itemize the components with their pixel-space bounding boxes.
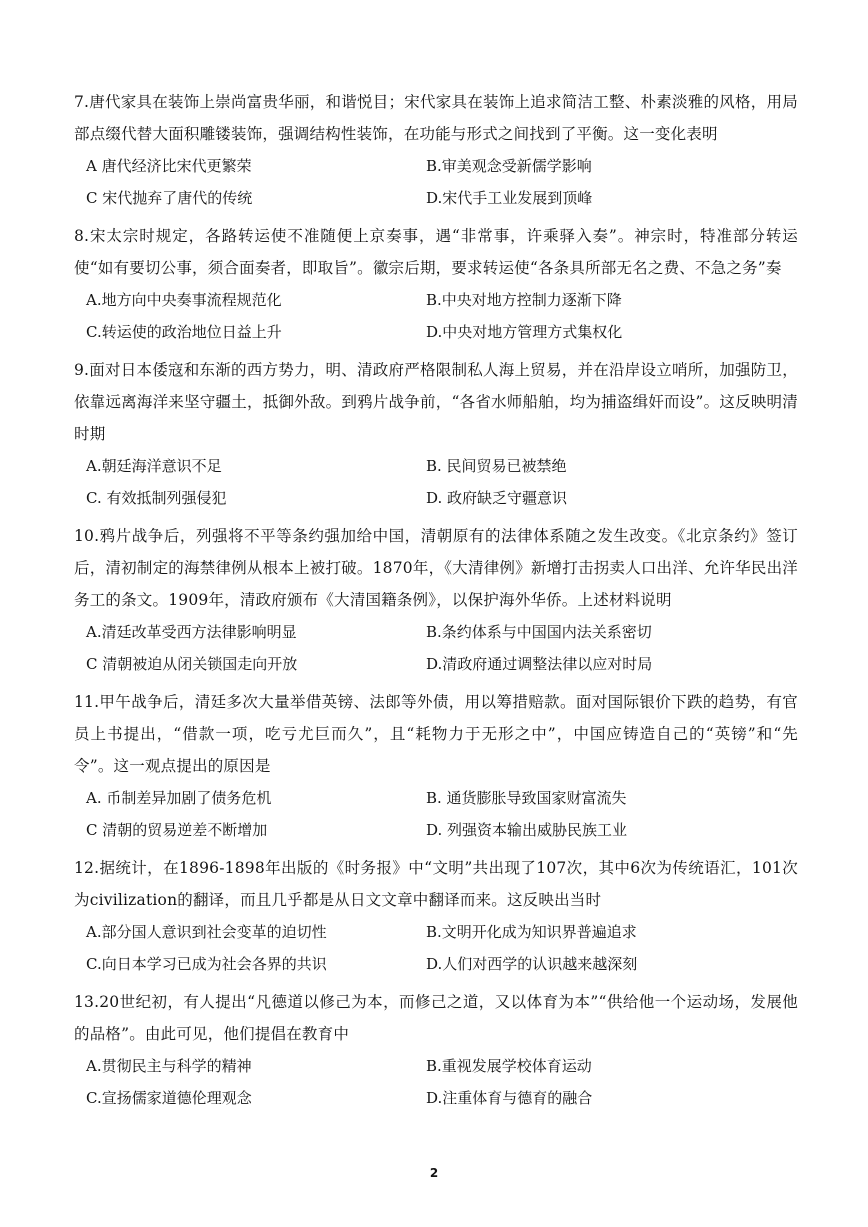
option-c: C 清朝的贸易逆差不断增加	[86, 821, 268, 839]
option-a: A.清廷改革受西方法律影响明显	[86, 623, 297, 641]
option-d: D. 政府缺乏守疆意识	[426, 489, 568, 507]
option-d: D.宋代手工业发展到顶峰	[426, 189, 593, 207]
page-number: 2	[429, 1166, 439, 1180]
option-d: D.注重体育与德育的融合	[426, 1089, 593, 1107]
option-a: A 唐代经济比宋代更繁荣	[86, 157, 252, 175]
questions-block	[74, 86, 798, 1120]
options-grid	[74, 916, 798, 980]
option-d: D.清政府通过调整法律以应对时局	[426, 655, 653, 673]
option-c: C 宋代抛弃了唐代的传统	[86, 189, 253, 207]
option-c: C. 有效抵制列强侵犯	[86, 489, 227, 507]
option-a: A.部分国人意识到社会变革的迫切性	[86, 923, 327, 941]
option-b: B.条约体系与中国国内法关系密切	[426, 623, 652, 641]
option-b: B.文明开化成为知识界普遍追求	[426, 923, 637, 941]
question-10	[74, 520, 798, 680]
option-a: A.地方向中央奏事流程规范化	[86, 291, 282, 309]
option-a: A. 币制差异加剧了债务危机	[86, 789, 272, 807]
question-stem: 10.鸦片战争后，列强将不平等条约强加给中国，清朝原有的法律体系随之发生改变。《北京条约》签订后，清初制定的海禁律例从根本上被打破。1870年，《大清律例》新增打击拐卖人口出洋、允许华民出洋务工的条文。1909年，清政府颁布《大清国籍条例》，以保护海外华侨。上述材料说明	[74, 527, 798, 609]
options-grid	[74, 284, 798, 348]
question-stem: 13.20世纪初，有人提出“凡德道以修己为本，而修己之道，又以体育为本”“供给他一个运动场，发展他的品格”。由此可见，他们提倡在教育中	[74, 993, 798, 1043]
option-b: B.中央对地方控制力逐渐下降	[426, 291, 622, 309]
options-grid	[74, 450, 798, 514]
question-13	[74, 986, 798, 1114]
options-grid	[74, 1050, 798, 1114]
option-b: B.审美观念受新儒学影响	[426, 157, 592, 175]
question-12	[74, 852, 798, 980]
question-8	[74, 220, 798, 348]
question-stem: 7.唐代家具在装饰上崇尚富贵华丽，和谐悦目；宋代家具在装饰上追求简洁工整、朴素淡雅的风格，用局部点缀代替大面积雕镂装饰，强调结构性装饰，在功能与形式之间找到了平衡。这一变化表明	[74, 93, 798, 143]
question-stem: 9.面对日本倭寇和东渐的西方势力，明、清政府严格限制私人海上贸易，并在沿岸设立哨所，加强防卫，依靠远离海洋来坚守疆土，抵御外敌。到鸦片战争前，“各省水师船舶，均为捕盗缉奸而设”。这反映明清时期	[74, 361, 798, 443]
option-d: D.中央对地方管理方式集权化	[426, 323, 623, 341]
option-c: C 清朝被迫从闭关锁国走向开放	[86, 655, 298, 673]
option-c: C.向日本学习已成为社会各界的共识	[86, 955, 327, 973]
options-grid	[74, 782, 798, 846]
option-c: C.宣扬儒家道德伦理观念	[86, 1089, 252, 1107]
question-11	[74, 686, 798, 846]
option-d: D.人们对西学的认识越来越深刻	[426, 955, 638, 973]
option-a: A.朝廷海洋意识不足	[86, 457, 222, 475]
option-b: B.重视发展学校体育运动	[426, 1057, 592, 1075]
question-stem: 12.据统计，在1896-1898年出版的《时务报》中“文明”共出现了107次，其中6次为传统语汇，101次为civilization的翻译，而且几乎都是从日文文章中翻译而来。这反映出当时	[74, 859, 798, 909]
question-stem: 8.宋太宗时规定，各路转运使不准随便上京奏事，遇“非常事，许乘驿入奏”。神宗时，特准部分转运使“如有要切公事，须合面奏者，即取旨”。徽宗后期，要求转运使“各条具所部无名之费、不急之务”奏	[74, 227, 798, 277]
option-d: D. 列强资本输出威胁民族工业	[426, 821, 628, 839]
options-grid	[74, 150, 798, 214]
option-b: B. 通货膨胀导致国家财富流失	[426, 789, 627, 807]
question-stem: 11.甲午战争后，清廷多次大量举借英镑、法郎等外债，用以筹措赔款。面对国际银价下跌的趋势，有官员上书提出，“借款一项，吃亏尤巨而久”，且“耗物力于无形之中”，中国应铸造自己的“英镑”和“先令”。这一观点提出的原因是	[74, 693, 798, 775]
question-7	[74, 86, 798, 214]
option-a: A.贯彻民主与科学的精神	[86, 1057, 252, 1075]
option-c: C.转运使的政治地位日益上升	[86, 323, 282, 341]
option-b: B. 民间贸易已被禁绝	[426, 457, 567, 475]
question-9	[74, 354, 798, 514]
options-grid	[74, 616, 798, 680]
